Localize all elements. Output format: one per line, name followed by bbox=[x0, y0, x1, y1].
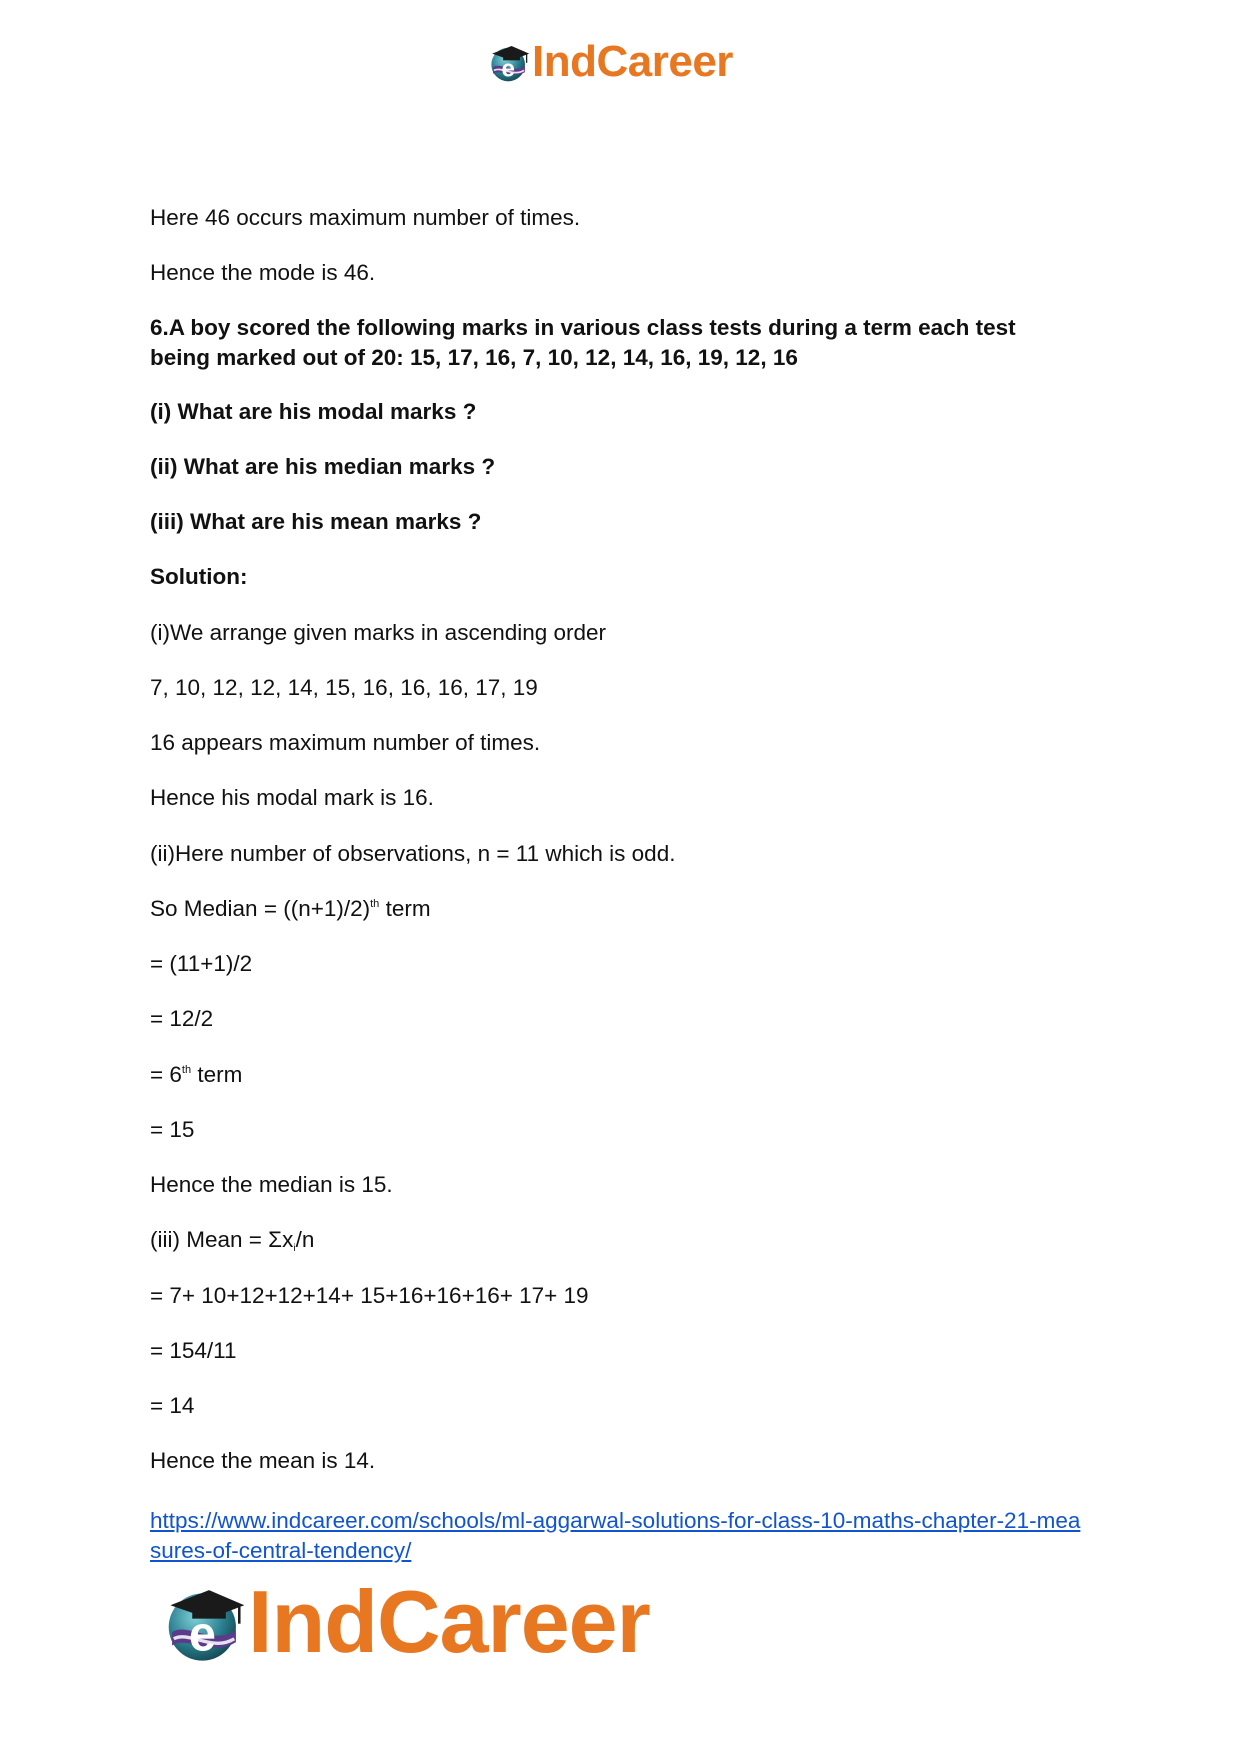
mean-formula bbox=[150, 1225, 314, 1255]
formula-text: term bbox=[379, 896, 431, 921]
solution-heading: Solution: bbox=[150, 564, 248, 589]
superscript: th bbox=[370, 898, 380, 910]
solution-line: 16 appears maximum number of times. bbox=[150, 730, 541, 755]
median-formula bbox=[150, 894, 431, 924]
formula-text: term bbox=[191, 1062, 243, 1087]
sixth-term-line bbox=[150, 1060, 242, 1090]
solution-line: Hence the mean is 14. bbox=[150, 1448, 376, 1473]
solution-line: (i)We arrange given marks in ascending order bbox=[150, 620, 607, 645]
solution-line: = (11+1)/2 bbox=[150, 951, 253, 976]
footer-logo bbox=[162, 1572, 650, 1671]
brand-mark-letter: e bbox=[501, 55, 515, 83]
formula-text: = 6 bbox=[150, 1062, 182, 1087]
solution-line: (ii)Here number of observations, n = 11 which is odd. bbox=[150, 841, 676, 866]
question-part-iii: (iii) What are his mean marks ? bbox=[150, 509, 482, 534]
formula-text: (iii) Mean = Σx bbox=[150, 1227, 294, 1252]
solution-line: 7, 10, 12, 12, 14, 15, 16, 16, 16, 17, 19 bbox=[150, 675, 538, 700]
superscript: th bbox=[181, 1064, 192, 1076]
header-logo bbox=[488, 37, 733, 86]
brand-name: IndCareer bbox=[248, 1572, 650, 1671]
solution-line: = 15 bbox=[150, 1117, 195, 1142]
solution-line: = 12/2 bbox=[150, 1006, 214, 1031]
question-part-i: (i) What are his modal marks ? bbox=[150, 399, 477, 424]
solution-line: Hence the median is 15. bbox=[150, 1172, 393, 1197]
question-title: 6.A boy scored the following marks in various class tests during a term each test being marked out of 20: 15, 17, 16, 7, 10, 12, 14, 16, 19, 12, 16 bbox=[150, 315, 1016, 370]
text-line: Here 46 occurs maximum number of times. bbox=[150, 205, 581, 230]
source-link[interactable]: https://www.indcareer.com/schools/ml-aggarwal-solutions-for-class-10-maths-chapter-21-measures-of-central-tendency/ bbox=[150, 1508, 1081, 1563]
text-line: Hence the mode is 46. bbox=[150, 260, 376, 285]
graduation-globe-icon bbox=[488, 41, 530, 83]
brand-mark-letter: e bbox=[188, 1607, 216, 1662]
formula-text: So Median = ((n+1)/2) bbox=[150, 896, 371, 921]
solution-line: = 7+ 10+12+12+14+ 15+16+16+16+ 17+ 19 bbox=[150, 1283, 589, 1308]
solution-line: = 14 bbox=[150, 1393, 195, 1418]
subscript: i bbox=[293, 1243, 296, 1254]
brand-name: IndCareer bbox=[532, 37, 733, 86]
formula-text: /n bbox=[295, 1227, 315, 1252]
solution-line: Hence his modal mark is 16. bbox=[150, 785, 434, 810]
question-part-ii: (ii) What are his median marks ? bbox=[150, 454, 496, 479]
solution-line: = 154/11 bbox=[150, 1338, 237, 1363]
graduation-globe-icon bbox=[162, 1580, 246, 1664]
